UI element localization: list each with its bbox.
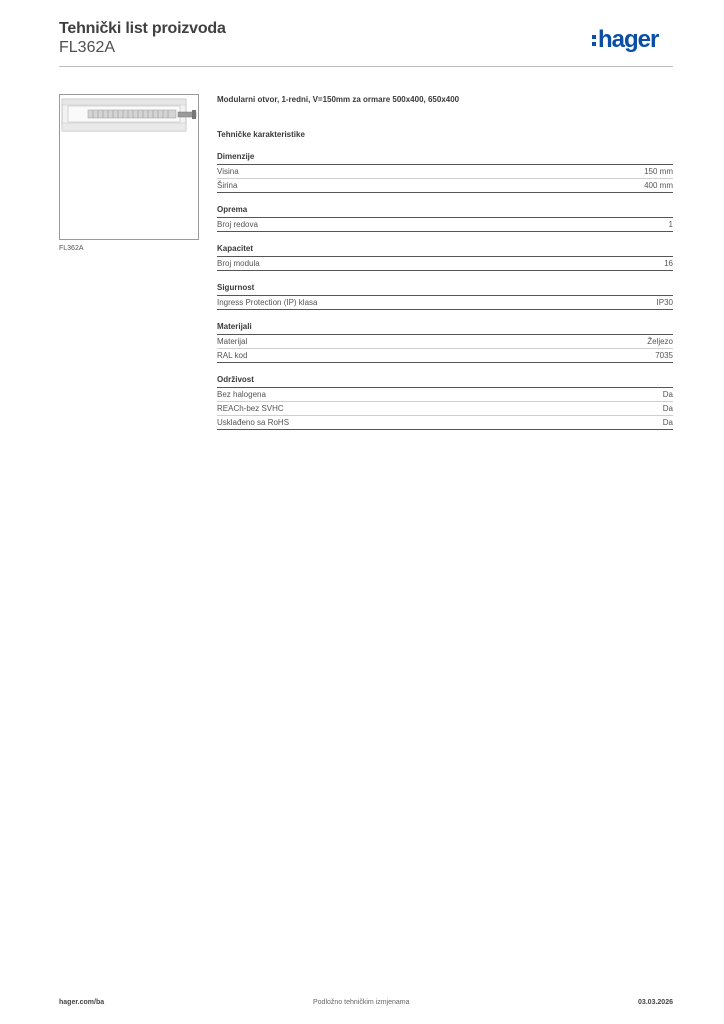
footer-date: 03.03.2026 [637, 999, 673, 1006]
spec-content [217, 95, 673, 430]
hager-logo [592, 27, 658, 55]
product-image [59, 94, 199, 240]
section-oprema [217, 205, 673, 232]
characteristics-heading: Tehničke karakteristike [217, 130, 305, 139]
spec-row [217, 402, 673, 416]
spec-row [217, 335, 673, 349]
header-divider [59, 66, 673, 67]
spec-value: Da [662, 418, 673, 427]
spec-value: 400 mm [644, 181, 673, 190]
spec-value: 1 [668, 220, 673, 229]
spec-row [217, 349, 673, 363]
spec-label: Ingress Protection (IP) klasa [217, 298, 318, 307]
footer-website-link[interactable]: hager.com/ba [59, 999, 105, 1006]
section-title: Održivost [217, 375, 673, 388]
section-title: Oprema [217, 205, 673, 218]
footer-notice: Podložno tehničkim izmjenama [313, 999, 410, 1006]
section-kapacitet [217, 244, 673, 271]
section-title: Sigurnost [217, 283, 673, 296]
spec-row [217, 179, 673, 193]
section-dimenzije [217, 152, 673, 193]
section-title: Dimenzije [217, 152, 673, 165]
spec-value: 7035 [655, 351, 673, 360]
section-odrzivost [217, 375, 673, 430]
modular-panel-illustration [60, 95, 198, 239]
section-sigurnost [217, 283, 673, 310]
spec-row [217, 165, 673, 179]
section-materijali [217, 322, 673, 363]
spec-label: REACh-bez SVHC [217, 404, 284, 413]
section-title: Kapacitet [217, 244, 673, 257]
spec-row [217, 416, 673, 430]
spec-row [217, 296, 673, 310]
spec-value: 150 mm [644, 167, 673, 176]
spec-label: Broj redova [217, 220, 258, 229]
section-title: Materijali [217, 322, 673, 335]
spec-value: Da [662, 390, 673, 399]
spec-label: RAL kod [217, 351, 248, 360]
logo-dots-icon [592, 35, 596, 46]
spec-label: Širina [217, 181, 238, 190]
spec-value: Da [662, 404, 673, 413]
spec-label: Materijal [217, 337, 248, 346]
spec-row [217, 218, 673, 232]
spec-label: Usklađeno sa RoHS [217, 418, 290, 427]
spec-label: Bez halogena [217, 390, 266, 399]
image-caption: FL362A [59, 245, 84, 252]
spec-label: Broj modula [217, 259, 260, 268]
spec-label: Visina [217, 167, 239, 176]
logo-text: hager [598, 26, 659, 53]
product-code: FL362A [59, 39, 116, 56]
spec-row [217, 388, 673, 402]
spec-row [217, 257, 673, 271]
spec-value: 16 [664, 259, 673, 268]
product-description: Modularni otvor, 1-redni, V=150mm za ormare 500x400, 650x400 [217, 95, 460, 104]
spec-value: Željezo [647, 337, 673, 346]
spec-value: IP30 [656, 298, 673, 307]
document-title: Tehnički list proizvoda [59, 20, 226, 37]
